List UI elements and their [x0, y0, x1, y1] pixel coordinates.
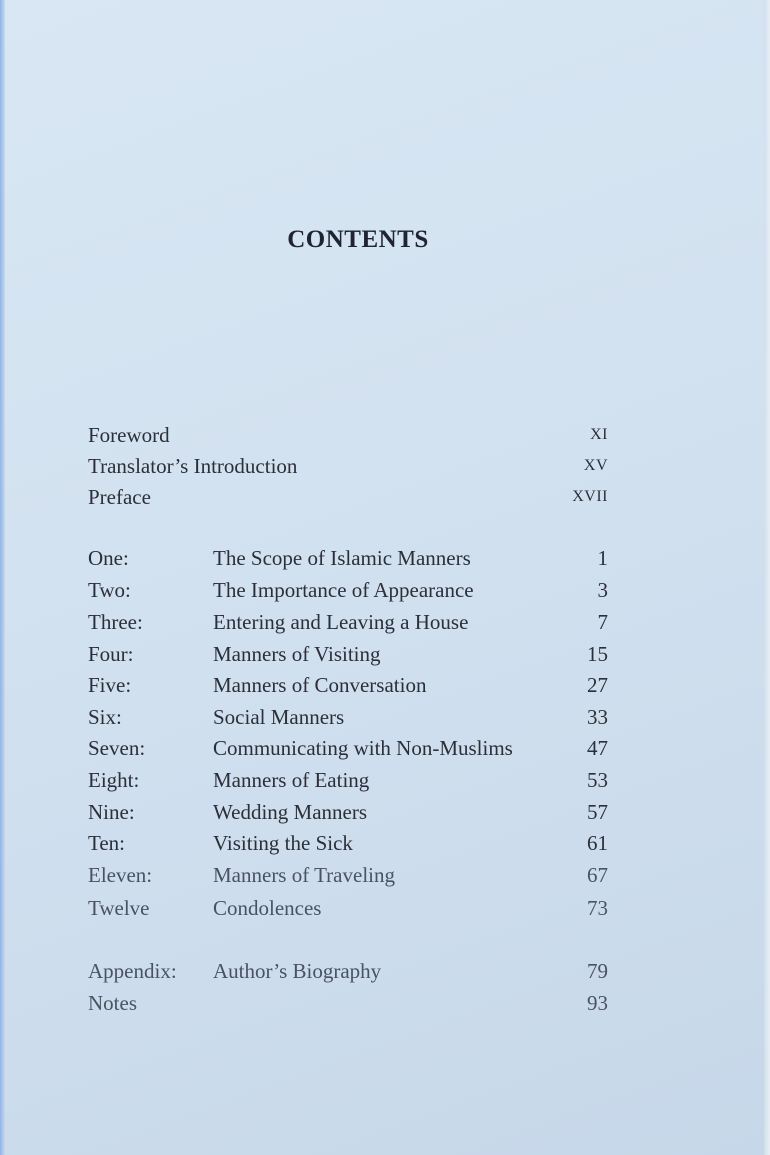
chapter-title: Condolences — [213, 896, 322, 920]
toc-entry-chapter-ten[interactable] — [88, 828, 608, 858]
chapter-number: Twelve — [88, 896, 150, 920]
contents-heading: CONTENTS — [287, 226, 429, 253]
chapter-number: Two: — [88, 578, 131, 602]
toc-entry-chapter-four[interactable] — [88, 639, 608, 669]
chapter-page: 61 — [587, 831, 608, 855]
toc-entry-appendix[interactable] — [88, 956, 608, 986]
chapter-title: Manners of Conversation — [213, 673, 427, 697]
toc-entry-title: Author’s Biography — [213, 959, 382, 983]
chapter-title: The Scope of Islamic Manners — [213, 546, 471, 570]
toc-entry-foreword[interactable] — [88, 420, 608, 450]
chapter-page: 73 — [587, 896, 608, 920]
toc-entry-label: Translator’s Introduction — [88, 454, 298, 478]
chapter-number: Four: — [88, 642, 134, 666]
chapter-number: Seven: — [88, 736, 146, 760]
chapter-title: Communicating with Non-Muslims — [213, 736, 513, 760]
chapter-page: 27 — [587, 673, 608, 697]
chapter-title: Manners of Eating — [213, 768, 370, 792]
toc-entry-label: Preface — [88, 485, 151, 509]
chapter-title: Social Manners — [213, 705, 345, 729]
toc-entry-chapter-nine[interactable] — [88, 797, 608, 827]
chapter-number: Five: — [88, 673, 132, 697]
toc-entry-chapter-five[interactable] — [88, 670, 608, 700]
chapter-title: Wedding Manners — [213, 800, 368, 824]
toc-entry-page: XVII — [572, 488, 608, 505]
chapter-number: Eleven: — [88, 863, 153, 887]
toc-entry-label: Foreword — [88, 423, 170, 447]
chapter-number: Ten: — [88, 831, 126, 855]
chapter-page: 57 — [587, 800, 608, 824]
toc-entry-page: 93 — [587, 991, 608, 1015]
page-left-edge — [0, 0, 5, 1155]
toc-entry-chapter-seven[interactable] — [88, 733, 608, 763]
toc-entry-chapter-one[interactable] — [88, 543, 608, 573]
chapter-title: Entering and Leaving a House — [213, 610, 469, 634]
chapter-number: Eight: — [88, 768, 140, 792]
chapter-page: 33 — [587, 705, 608, 729]
chapter-page: 7 — [597, 610, 608, 634]
chapter-title: Visiting the Sick — [213, 831, 353, 855]
chapter-number: Six: — [88, 705, 122, 729]
toc-entry-translators-introduction[interactable] — [88, 451, 608, 481]
toc-entry-page: XI — [590, 426, 608, 443]
toc-entry-chapter-two[interactable] — [88, 575, 608, 605]
toc-entry-chapter-three[interactable] — [88, 607, 608, 637]
toc-entry-page: 79 — [587, 959, 608, 983]
chapter-page: 3 — [597, 578, 608, 602]
toc-entry-preface[interactable] — [88, 482, 608, 512]
toc-entry-page: XV — [583, 457, 608, 474]
chapter-number: Three: — [88, 610, 143, 634]
chapter-page: 53 — [587, 768, 608, 792]
toc-entry-chapter-eleven[interactable] — [88, 860, 608, 890]
chapter-page: 1 — [597, 546, 608, 570]
toc-entry-chapter-twelve[interactable] — [88, 893, 608, 923]
toc-entry-chapter-eight[interactable] — [88, 765, 608, 795]
toc-entry-notes[interactable] — [88, 988, 608, 1018]
chapter-title: Manners of Visiting — [213, 642, 381, 666]
chapter-page: 15 — [587, 642, 608, 666]
toc-entry-label: Appendix: — [88, 959, 177, 983]
chapter-title: Manners of Traveling — [213, 863, 395, 887]
page-right-edge — [764, 0, 770, 1155]
chapter-title: The Importance of Appearance — [213, 578, 474, 602]
chapter-number: One: — [88, 546, 129, 570]
toc-entry-label: Notes — [88, 991, 137, 1015]
chapter-page: 67 — [587, 863, 608, 887]
toc-entry-chapter-six[interactable] — [88, 702, 608, 732]
chapter-page: 47 — [587, 736, 608, 760]
chapter-number: Nine: — [88, 800, 135, 824]
